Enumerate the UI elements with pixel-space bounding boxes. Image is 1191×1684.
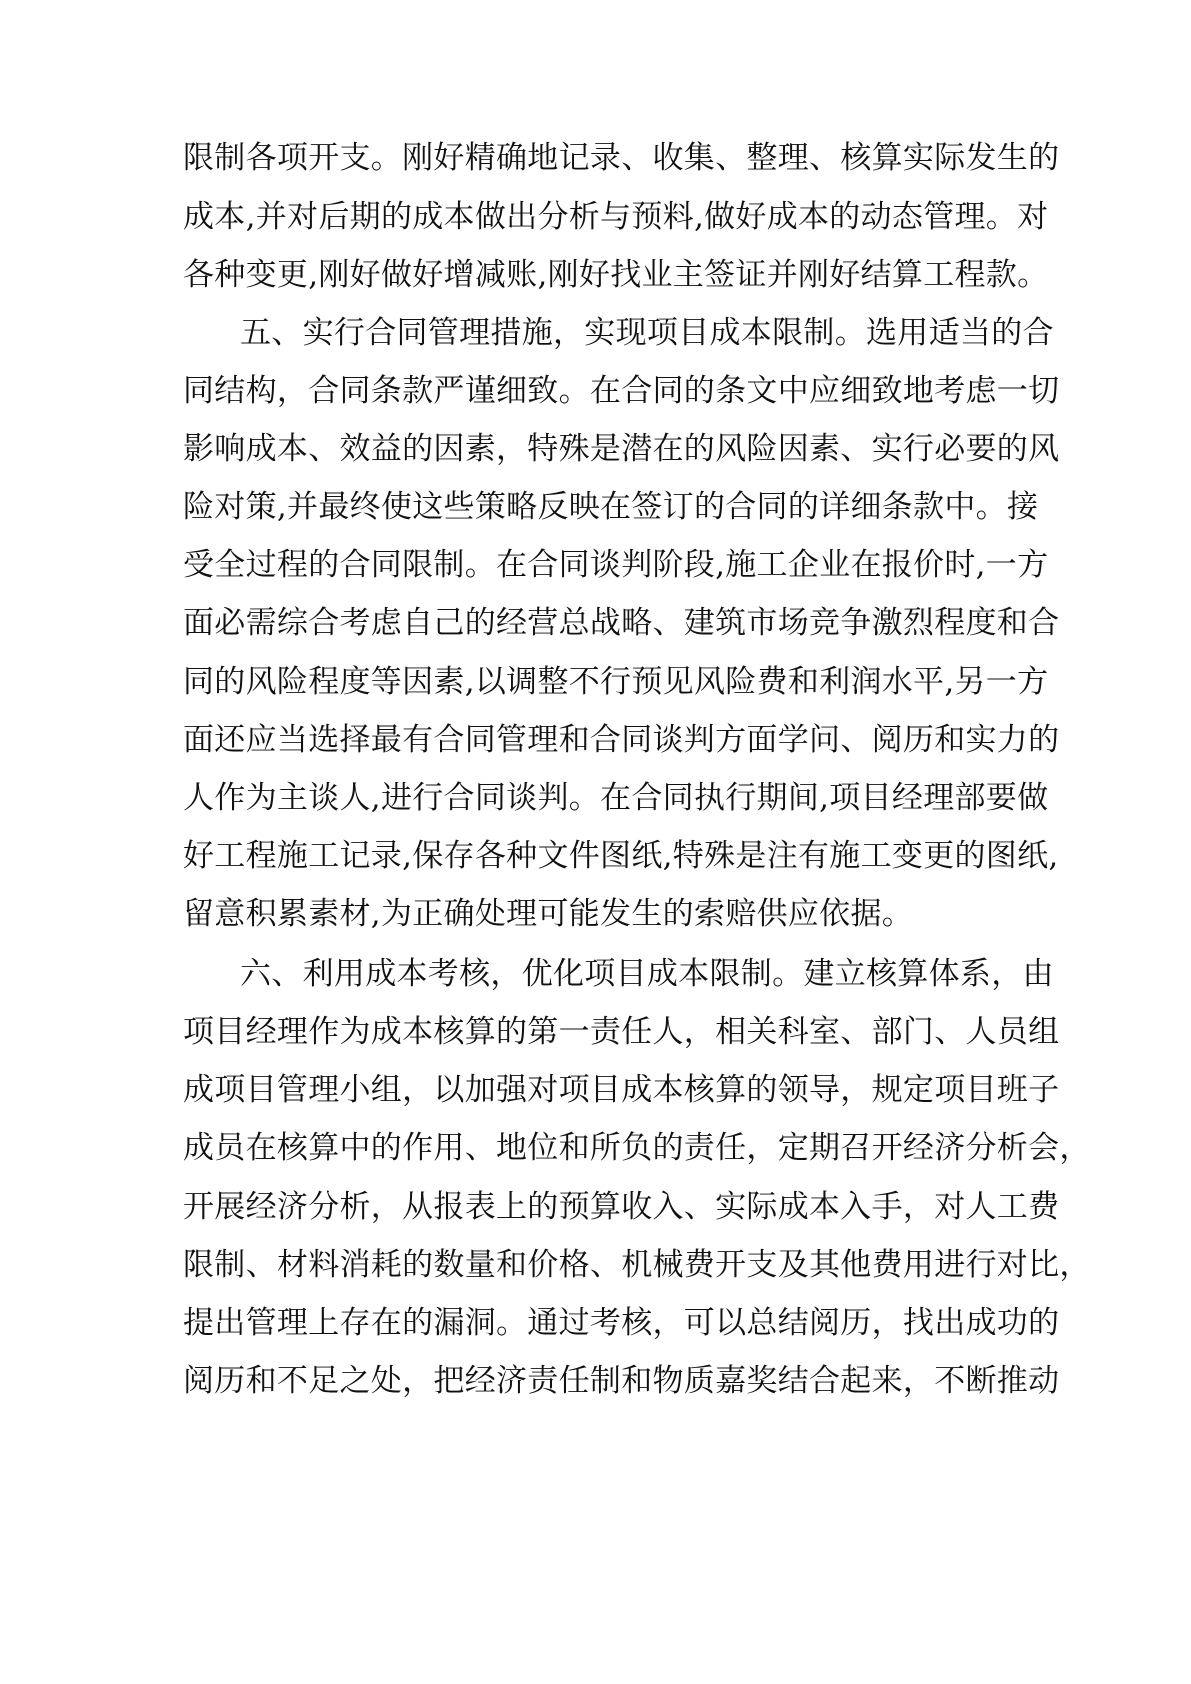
text-line: 险对策,并最终使这些策略反映在签订的合同的详细条款中。接 [183,489,1039,525]
text-line: 限制、材料消耗的数量和价格、机械费开支及其他费用进行对比， [183,1247,1091,1283]
text-line: 阅历和不足之处，把经济责任制和物质嘉奖结合起来，不断推动 [183,1363,1060,1399]
text-line: 提出管理上存在的漏洞。通过考核，可以总结阅历，找出成功的 [183,1305,1060,1341]
text-line: 开展经济分析，从报表上的预算收入、实际成本入手，对人工费 [183,1189,1060,1225]
text-line: 同结构，合同条款严谨细致。在合同的条文中应细致地考虑一切 [183,373,1060,409]
text-line: 好工程施工记录,保存各种文件图纸,特殊是注有施工变更的图纸, [183,838,1059,874]
text-line: 面还应当选择最有合同管理和合同谈判方面学问、阅历和实力的 [183,722,1060,758]
text-line: 同的风险程度等因素,以调整不行预见风险费和利润水平,另一方 [183,664,1049,700]
text-line: 影响成本、效益的因素，特殊是潜在的风险因素、实行必要的风 [183,431,1060,467]
paragraph-heading-6: 六、利用成本考核，优化项目成本限制。建立核算体系，由 [240,956,1054,992]
text-line: 人作为主谈人,进行合同谈判。在合同执行期间,项目经理部要做 [183,780,1049,816]
text-line: 各种变更,刚好做好增减账,刚好找业主签证并刚好结算工程款。 [183,257,1049,293]
text-line: 成员在核算中的作用、地位和所负的责任，定期召开经济分析会， [183,1130,1091,1166]
text-line: 受全过程的合同限制。在合同谈判阶段,施工企业在报价时,一方 [183,547,1049,583]
text-line: 成本,并对后期的成本做出分析与预料,做好成本的动态管理。对 [183,199,1049,235]
text-line: 面必需综合考虑自己的经营总战略、建筑市场竞争激烈程度和合 [183,605,1060,641]
text-line: 成项目管理小组，以加强对项目成本核算的领导，规定项目班子 [183,1072,1060,1108]
paragraph-heading-5: 五、实行合同管理措施，实现项目成本限制。选用适当的合 [240,315,1054,351]
text-line: 限制各项开支。刚好精确地记录、收集、整理、核算实际发生的 [183,140,1060,176]
text-line: 项目经理作为成本核算的第一责任人，相关科室、部门、人员组 [183,1014,1060,1050]
text-line: 留意积累素材,为正确处理可能发生的索赔供应依据。 [183,896,914,932]
